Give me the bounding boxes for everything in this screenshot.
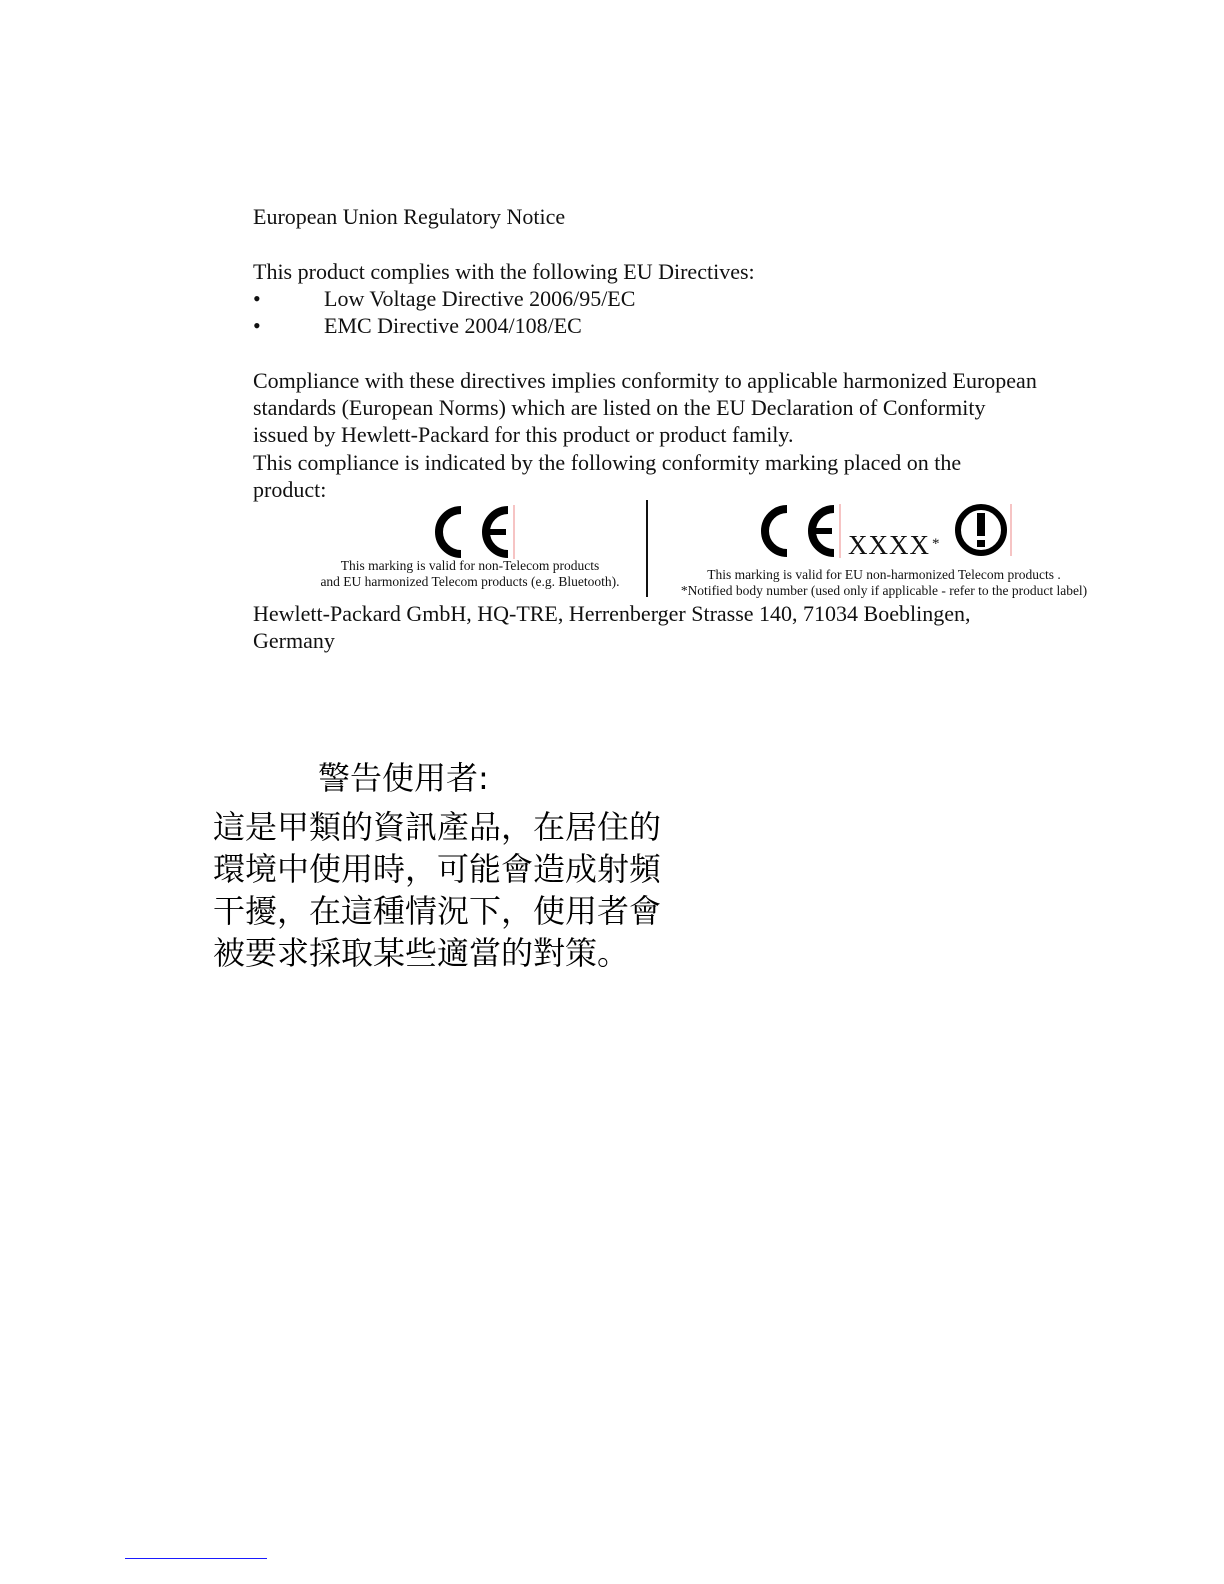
compliance-line: Compliance with these directives implies conformity to applicable harmonized European (253, 368, 1037, 393)
caption-line: This marking is valid for EU non-harmonized Telecom products . (707, 567, 1061, 582)
directive-low-voltage: Low Voltage Directive 2006/95/EC (324, 286, 636, 311)
warning-line: 被要求採取某些適當的對策。 (213, 934, 630, 972)
marking-line: This compliance is indicated by the following conformity marking placed on the (253, 450, 962, 475)
warning-line: 干擾，在這種情況下，使用者會 (213, 892, 662, 930)
manufacturer-address (253, 600, 970, 654)
eu-notice-intro: This product complies with the following EU Directives: (253, 259, 755, 284)
ce-mark-logo (754, 502, 844, 560)
asterisk: * (932, 536, 941, 552)
ce-mark-caption-left (300, 558, 640, 590)
compliance-line: issued by Hewlett-Packard for this product or product family. (253, 422, 794, 447)
class-2-alert-icon (953, 502, 1015, 558)
caption-line: and EU harmonized Telecom products (e.g. Bluetooth). (320, 574, 620, 589)
address-line: Germany (253, 628, 335, 653)
ce-mark-caption-right (664, 567, 1104, 599)
compliance-line: standards (European Norms) which are listed on the EU Declaration of Conformity (253, 395, 986, 420)
body-number-text: XXXX (848, 530, 930, 560)
bullet-symbol: • (253, 313, 261, 338)
warning-line: 環境中使用時，可能會造成射頻 (213, 850, 662, 888)
marking-line: product: (253, 477, 327, 502)
ce-mark-logo (428, 503, 518, 561)
marking-paragraph (253, 449, 961, 503)
taiwan-warning-title: 警告使用者: (318, 759, 489, 797)
notified-body-number (848, 530, 941, 561)
compliance-paragraph (253, 367, 1037, 448)
taiwan-warning-body (213, 806, 661, 974)
directive-emc: EMC Directive 2004/108/EC (324, 313, 582, 338)
caption-line: This marking is valid for non-Telecom products (340, 558, 600, 573)
footnote-separator (125, 1558, 267, 1559)
mark-divider (646, 500, 648, 597)
address-line: Hewlett-Packard GmbH, HQ-TRE, Herrenberger Strasse 140, 71034 Boeblingen, (253, 601, 971, 626)
caption-line: *Notified body number (used only if applicable - refer to the product label) (680, 583, 1088, 598)
bullet-symbol: • (253, 286, 261, 311)
eu-notice-title: European Union Regulatory Notice (253, 204, 566, 229)
warning-line: 這是甲類的資訊產品，在居住的 (213, 808, 662, 846)
